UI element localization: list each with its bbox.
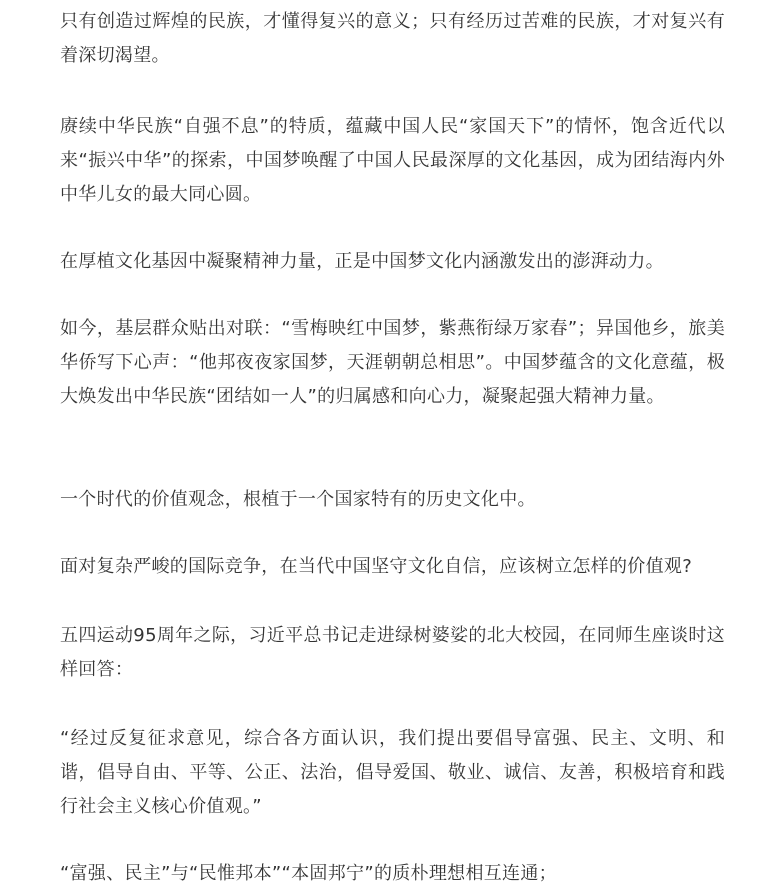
paragraph-peking-university: 五四运动95周年之际，习近平总书记走进绿树婆娑的北大校园，在同师生座谈时这样回答： xyxy=(60,625,725,680)
paragraph-values-rooted: 一个时代的价值观念，根植于一个国家特有的历史文化中。 xyxy=(60,489,536,510)
paragraph-prosperity-democracy: “富强、民主”与“民惟邦本”“本固邦宁”的质朴理想相互连通； xyxy=(60,863,557,884)
paragraph-question: 面对复杂严峻的国际竞争，在当代中国坚守文化自信，应该树立怎样的价值观? xyxy=(60,556,693,577)
paragraph-revival: 只有创造过辉煌的民族，才懂得复兴的意义；只有经历过苦难的民族，才对复兴有着深切渴望。 xyxy=(60,11,725,66)
paragraph-core-values-quote: “经过反复征求意见，综合各方面认识，我们提出要倡导富强、民主、文明、和谐，倡导自由、平等、公正、法治，倡导爱国、敬业、诚信、友善，积极培育和践行社会主义核心价值观。” xyxy=(60,728,725,817)
paragraph-cultural-gene: 赓续中华民族“自强不息”的特质，蕴藏中国人民“家国天下”的情怀，饱含近代以来“振兴中华”的探索，中国梦唤醒了中国人民最深厚的文化基因，成为团结海内外中华儿女的最大同心圆。 xyxy=(60,116,725,205)
paragraph-couplets: 如今，基层群众贴出对联：“雪梅映红中国梦，紫燕衔绿万家春”；异国他乡，旅美华侨写下心声：“他邦夜夜家国梦，天涯朝朝总相思”。中国梦蕴含的文化意蕴，极大焕发出中华民族“团结如一人”的归属感和向心力，凝聚起强大精神力量。 xyxy=(60,318,725,407)
paragraph-spiritual-power: 在厚植文化基因中凝聚精神力量，正是中国梦文化内涵激发出的澎湃动力。 xyxy=(60,251,664,272)
